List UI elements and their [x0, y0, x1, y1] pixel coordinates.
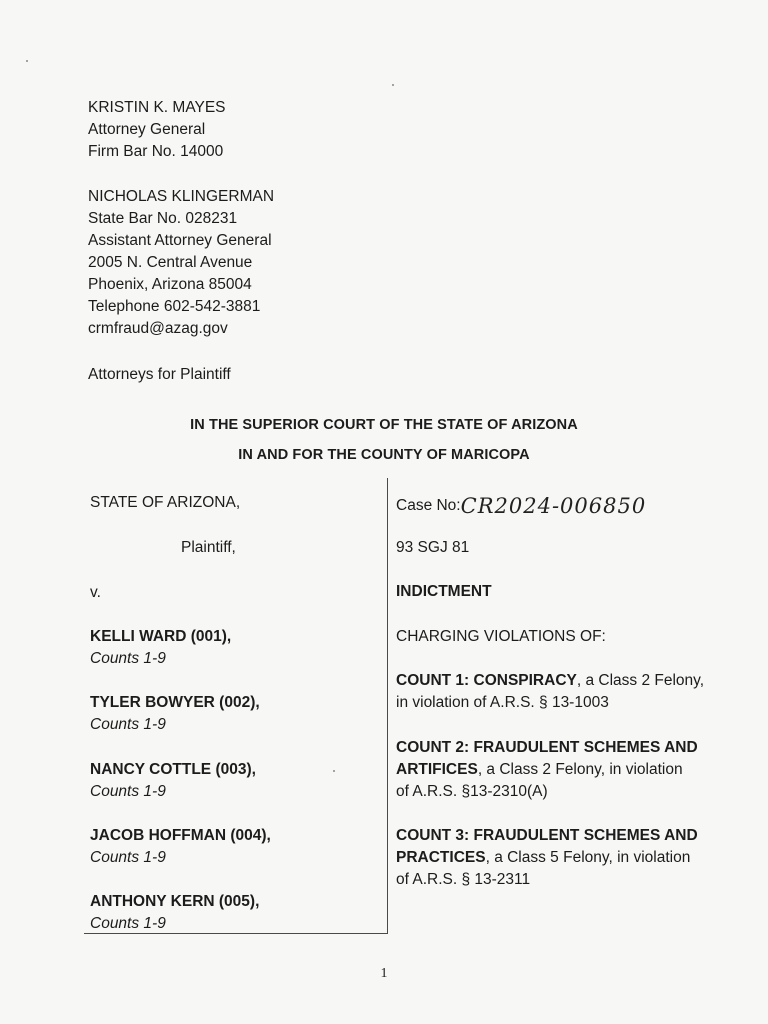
aag-bar-number: State Bar No. 028231 [88, 210, 238, 227]
count-1-title: COUNT 1: CONSPIRACY [396, 672, 577, 689]
count-1-class: , a Class 2 Felony, [576, 672, 705, 689]
count-3-title: COUNT 3: FRAUDULENT SCHEMES AND [396, 827, 698, 844]
scan-speck [333, 770, 335, 772]
scan-speck [26, 60, 28, 62]
count-2-class: , a Class 2 Felony, in violation [477, 761, 683, 778]
defendant-name: ANTHONY KERN (005), [90, 893, 260, 910]
address-line-2: Phoenix, Arizona 85004 [88, 276, 252, 293]
case-number [396, 492, 646, 517]
count-2-line-2 [396, 759, 683, 781]
email: crmfraud@azag.gov [88, 320, 228, 337]
count-2-title: COUNT 2: FRAUDULENT SCHEMES AND [396, 739, 698, 756]
case-number-label: Case No: [396, 497, 461, 514]
count-3-title-cont: PRACTICES [396, 849, 486, 866]
caption-vertical-rule [387, 478, 388, 934]
defendant-name: KELLI WARD (001), [90, 628, 232, 645]
ag-name: KRISTIN K. MAYES [88, 99, 226, 116]
address-line-1: 2005 N. Central Avenue [88, 254, 253, 271]
count-2-title-cont: ARTIFICES [396, 761, 478, 778]
count-3-class: , a Class 5 Felony, in violation [485, 849, 691, 866]
attorneys-for-plaintiff: Attorneys for Plaintiff [88, 366, 231, 383]
defendant-counts: Counts 1-9 [90, 915, 166, 932]
plaintiff-name: STATE OF ARIZONA, [90, 494, 241, 511]
defendant-name: NANCY COTTLE (003), [90, 761, 256, 778]
count-1-line-2: in violation of A.R.S. § 13-1003 [396, 694, 609, 711]
court-heading-line-2: IN AND FOR THE COUNTY OF MARICOPA [238, 447, 530, 463]
document-type: INDICTMENT [396, 583, 492, 600]
defendant-counts: Counts 1-9 [90, 650, 166, 667]
plaintiff-label: Plaintiff, [181, 539, 236, 556]
scan-speck [392, 84, 394, 86]
court-heading-line-1: IN THE SUPERIOR COURT OF THE STATE OF ARIZONA [190, 417, 578, 433]
defendant-name: TYLER BOWYER (002), [90, 694, 260, 711]
telephone: Telephone 602-542-3881 [88, 298, 261, 315]
defendant-name: JACOB HOFFMAN (004), [90, 827, 271, 844]
defendant-counts: Counts 1-9 [90, 849, 166, 866]
count-1-line-1 [396, 670, 704, 692]
defendant-counts: Counts 1-9 [90, 716, 166, 733]
case-number-handwritten: CR2024-006850 [460, 494, 647, 518]
ag-bar-number: Firm Bar No. 14000 [88, 143, 224, 160]
grand-jury-number: 93 SGJ 81 [396, 539, 470, 556]
count-3-line-2 [396, 847, 690, 869]
page-number: 1 [380, 966, 388, 981]
aag-title: Assistant Attorney General [88, 232, 272, 249]
count-3-statute: of A.R.S. § 13-2311 [396, 871, 531, 888]
aag-name: NICHOLAS KLINGERMAN [88, 188, 275, 205]
ag-title: Attorney General [88, 121, 206, 138]
charging-header: CHARGING VIOLATIONS OF: [396, 628, 606, 645]
count-2-statute: of A.R.S. §13-2310(A) [396, 783, 548, 800]
versus: v. [90, 584, 101, 601]
defendant-counts: Counts 1-9 [90, 783, 166, 800]
